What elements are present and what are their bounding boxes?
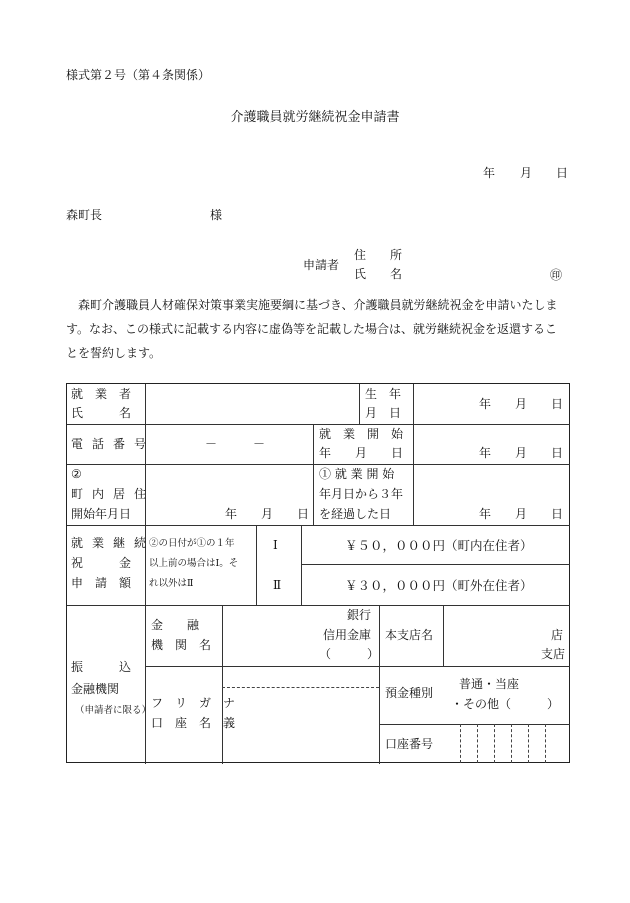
form-number: 様式第２号（第４条関係） — [66, 68, 211, 82]
condition-line-3: れ以外はⅡ — [149, 578, 194, 589]
account-number-label: 口座番号 — [385, 737, 434, 751]
furigana-label: フ リ ガ ナ — [151, 696, 236, 710]
bonus-label-3: 申 請 額 — [71, 576, 132, 590]
bank-label-1: 金 融 — [151, 618, 200, 632]
phone-label: 電話番号 — [71, 437, 156, 451]
residence-year: 年 — [225, 507, 238, 521]
elapsed-year: 年 — [479, 507, 492, 521]
birth-label-1: 生 年 — [365, 387, 402, 401]
seal-mark: ㊞ — [550, 268, 563, 282]
name-label: 氏 名 — [354, 267, 403, 281]
account-name-label: 口 座 名 義 — [151, 716, 236, 730]
bank-label-2: 機 関 名 — [151, 638, 212, 652]
applicant-label: 申請者 — [303, 258, 340, 272]
transfer-label-3: （申請者に限る） — [75, 705, 152, 716]
amount-one: ￥５０，０００円（町内在住者） — [345, 538, 533, 553]
bank-type-3: （ ） — [319, 647, 380, 661]
elapsed-month: 月 — [515, 507, 528, 521]
transfer-label-1: 振 込 — [71, 660, 132, 674]
residence-label-2: 町内居住 — [71, 487, 156, 501]
elapsed-label-3: を経過した日 — [319, 507, 392, 521]
date-day: 日 — [556, 166, 569, 180]
bank-type-2: 信用金庫 — [323, 628, 372, 642]
residence-label-3: 開始年月日 — [71, 507, 132, 521]
birth-label-2: 月 日 — [365, 406, 402, 420]
deposit-label: 預金種別 — [385, 686, 434, 700]
addressee: 森町長 — [66, 208, 103, 222]
body-line-1: 森町介護職員人材確保対策事業実施要綱に基づき、介護職員就労継続祝金を申請いたしま — [78, 298, 558, 312]
start-year: 年 — [479, 446, 492, 460]
condition-line-2: 以上前の場合はⅠ。そ — [149, 558, 239, 569]
deposit-option-1: 普通・当座 — [459, 677, 520, 691]
transfer-label-2: 金融機関 — [71, 682, 120, 696]
application-table — [66, 383, 570, 763]
elapsed-label-2: 年月日から３年 — [319, 487, 404, 501]
date-year: 年 — [483, 166, 496, 180]
deposit-option-2: ・その他（ ） — [451, 697, 560, 711]
body-line-2: す。なお、この様式に記載する内容に虚偽等を記載した場合は、就労継続祝金を返還するこ — [66, 322, 558, 336]
branch-suffix-1: 店 — [551, 628, 564, 642]
start-day: 日 — [551, 446, 564, 460]
branch-suffix-2: 支店 — [541, 647, 566, 661]
address-label: 住 所 — [354, 248, 403, 262]
bank-type-1: 銀行 — [347, 608, 372, 622]
start-label-2: 年 月 日 — [319, 446, 404, 460]
roman-one: Ⅰ — [273, 538, 278, 552]
roman-two: Ⅱ — [273, 578, 282, 592]
start-month: 月 — [515, 446, 528, 460]
residence-label-1: ② — [71, 467, 82, 481]
form-title: 介護職員就労継続祝金申請書 — [230, 110, 400, 125]
branch-label: 本支店名 — [385, 628, 434, 642]
start-label-1: 就 業 開 始 — [319, 427, 404, 441]
birth-day: 日 — [551, 397, 564, 411]
bonus-label-2: 祝 金 — [71, 556, 132, 570]
birth-year: 年 — [479, 397, 492, 411]
condition-line-1: ②の日付が①の１年 — [149, 538, 235, 549]
honorific: 様 — [210, 208, 223, 222]
elapsed-label-1: ① 就 業 開 始 — [319, 467, 395, 481]
date-month: 月 — [520, 166, 533, 180]
phone-dashes: － － — [205, 437, 266, 451]
worker-name-label-2: 氏 名 — [71, 406, 132, 420]
worker-name-label-1: 就 業 者 — [71, 387, 132, 401]
residence-day: 日 — [297, 507, 310, 521]
body-line-3: とを誓約します。 — [66, 346, 162, 360]
amount-two: ￥３０，０００円（町外在住者） — [345, 578, 533, 593]
elapsed-day: 日 — [551, 507, 564, 521]
residence-month: 月 — [261, 507, 274, 521]
bonus-label-1: 就業継続 — [71, 536, 156, 550]
birth-month: 月 — [515, 397, 528, 411]
